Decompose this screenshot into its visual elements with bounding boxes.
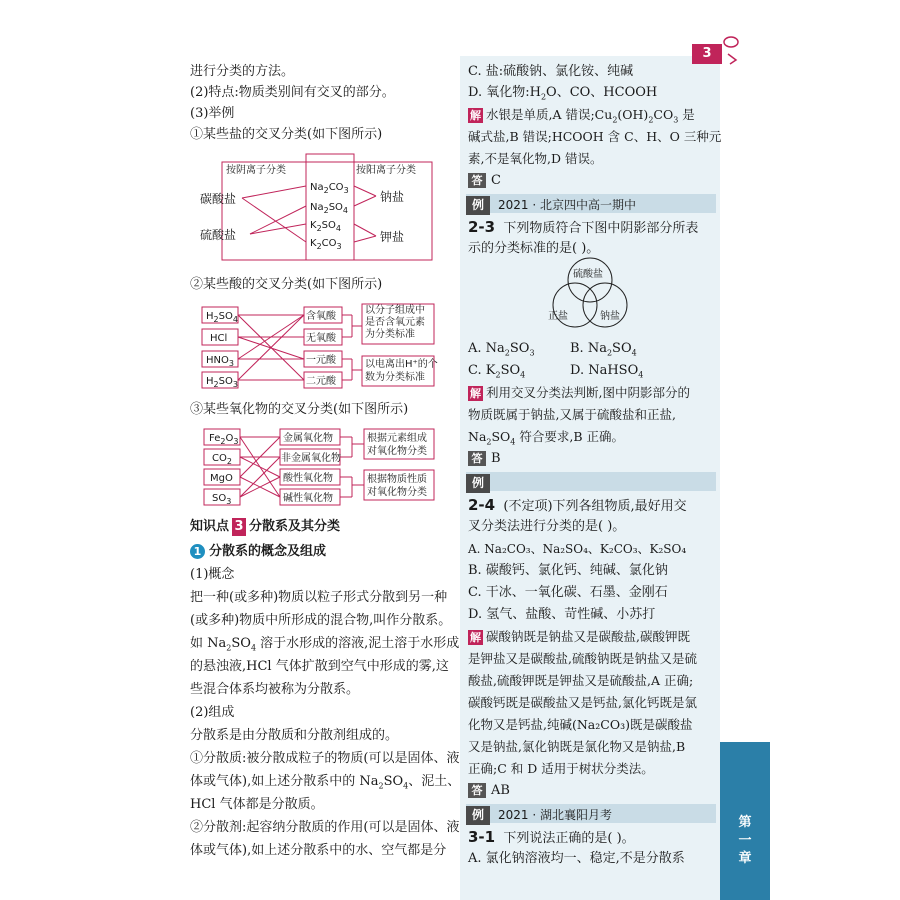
option: C. 干冰、一氧化碳、石墨、金刚石 — [468, 585, 668, 600]
potassium-salt-label: 钾盐 — [380, 230, 405, 244]
text-line: C. 盐:硫酸钠、氯化铵、纯碱 — [468, 64, 634, 79]
text-line: (2)特点:物质类别间有交叉的部分。 — [190, 85, 395, 100]
question-line: 示的分类标准的是( )。 — [468, 241, 600, 256]
acid-item: $H_2SO_4$ — [206, 311, 238, 324]
cation-label: 按阳离子分类 — [356, 165, 416, 176]
acid-class: 含氧酸 — [306, 311, 336, 322]
example-bar: 例 2021 · 湖北襄阳月考 — [466, 804, 716, 823]
explanation-line: 是钾盐又是碳酸盐,硫酸钠既是钠盐又是硫 — [468, 651, 697, 666]
oxide-item: MgO — [210, 473, 233, 484]
answer-line: 答 B — [468, 450, 501, 468]
sodium-salt-label: 钠盐 — [380, 190, 405, 204]
explanation-line: 物质既属于钠盐,又属于硫酸盐和正盐, — [468, 407, 676, 422]
oxide-class: 碱性氧化物 — [283, 493, 333, 504]
text-line: (2)组成 — [190, 705, 235, 720]
acid-item: $HNO_3$ — [206, 355, 234, 368]
question-line: 叉分类法进行分类的是( )。 — [468, 519, 626, 534]
knowledge-point-heading: 知识点 3 分散系及其分类 — [190, 519, 341, 534]
acid-class: 二元酸 — [306, 376, 336, 387]
text-line: 进行分类的方法。 — [190, 64, 295, 79]
option: A. 氯化钠溶液均一、稳定,不是分散系 — [468, 851, 685, 866]
oxide-item: $Fe_2O_3$ — [209, 433, 239, 446]
text-line: 的悬浊液,HCl 气体扩散到空气中形成的雾,这 — [190, 659, 449, 674]
question-line: 2-4 (不定项)下列各组物质,最好用交 — [468, 496, 687, 514]
oxide-class: 酸性氧化物 — [283, 473, 333, 484]
text-line: (3)举例 — [190, 106, 235, 121]
explanation-line: 解 碳酸钠既是钠盐又是碳酸盐,碳酸钾既 — [470, 629, 690, 644]
explanation-line: 酸盐,硫酸钾既是钾盐又是硫酸盐,A 正确; — [468, 673, 694, 688]
explanation-line: 正确;C 和 D 适用于树状分类法。 — [468, 761, 654, 776]
oxide-item: $SO_3$ — [212, 493, 232, 506]
option: D. NaHSO$_4$ — [570, 363, 644, 380]
anion-label: 按阴离子分类 — [226, 165, 286, 176]
text-line: 分散系是由分散质和分散剂组成的。 — [190, 728, 399, 743]
option: C. $K_2SO_4$ — [468, 363, 526, 380]
option: B. $Na_2SO_4$ — [570, 341, 637, 358]
salt-item: $Na_2SO_4$ — [310, 202, 349, 215]
text-line: 如 $Na_2SO_4$ 溶于水形成的溶液,泥土溶于水形成 — [190, 636, 460, 653]
explanation-line: 解 利用交叉分类法判断,图中阴影部分的 — [470, 385, 690, 400]
text-line: 些混合体系均被称为分散系。 — [190, 682, 360, 697]
page-corner-icon — [722, 34, 742, 68]
answer-line: 答 AB — [468, 782, 510, 800]
text-line: (1)概念 — [190, 567, 235, 582]
carbonate-label: 碳酸盐 — [200, 192, 237, 206]
oxide-note: 根据物质性质 对氧化物分类 — [367, 474, 427, 498]
text-line: ①分散质:被分散成粒子的物质(可以是固体、液 — [190, 751, 460, 766]
acid-item: $H_2SO_3$ — [206, 376, 238, 389]
text-line: ①某些盐的交叉分类(如下图所示) — [190, 127, 383, 142]
explanation-line: $Na_2SO_4$ 符合要求,B 正确。 — [468, 429, 624, 447]
oxide-class: 金属氧化物 — [283, 433, 333, 444]
sulfate-label: 硫酸盐 — [200, 228, 237, 242]
question-line: 2-3 下列物质符合下图中阴影部分所表 — [468, 218, 699, 236]
oxide-item: $CO_2$ — [212, 453, 232, 466]
option: A. Na₂CO₃、Na₂SO₄、K₂CO₃、K₂SO₄ — [468, 542, 687, 556]
acid-note: 以分子组成中 是否含氧元素 为分类标准 — [365, 305, 425, 340]
explanation-line: 素,不是氧化物,D 错误。 — [468, 151, 603, 166]
option: A. $Na_2SO_3$ — [468, 341, 535, 358]
oxide-class: 非金属氧化物 — [281, 453, 341, 464]
text-line: 体或气体),如上述分散系中的水、空气都是分 — [190, 843, 447, 858]
section-heading: 1 分散系的概念及组成 — [190, 543, 326, 561]
salt-item: $Na_2CO_3$ — [310, 182, 349, 195]
explanation-line: 碱式盐,B 错误;HCOOH 含 C、H、O 三种元 — [468, 129, 722, 144]
explanation-line: 化物又是钙盐,纯碱(Na₂CO₃)既是碳酸盐 — [468, 717, 693, 732]
explanation-line: 解 水银是单质,A 错误$;Cu_2(OH)_2CO_3$ 是 — [470, 107, 695, 125]
venn-label: 正盐 — [548, 311, 568, 322]
acid-item: HCl — [210, 333, 228, 344]
text-line: HCl 气体都是分散质。 — [190, 797, 324, 812]
explanation-line: 又是钠盐,氯化钠既是氯化物又是钠盐,B — [468, 739, 686, 754]
option: D. 氢气、盐酸、苛性碱、小苏打 — [468, 607, 656, 622]
acid-class: 无氧酸 — [306, 333, 336, 344]
salt-item: $K_2SO_4$ — [310, 220, 341, 233]
example-bar: 例 — [466, 472, 716, 491]
text-line: ②分散剂:起容纳分散质的作用(可以是固体、液 — [190, 820, 460, 835]
option: B. 碳酸钙、氯化钙、纯碱、氯化钠 — [468, 563, 668, 578]
text-line: ②某些酸的交叉分类(如下图所示) — [190, 277, 383, 292]
example-bar: 例 2021 · 北京四中高一期中 — [466, 194, 716, 213]
text-line: 把一种(或多种)物质以粒子形式分散到另一种 — [190, 590, 448, 605]
question-line: 3-1 下列说法正确的是( )。 — [468, 828, 635, 846]
text-line: ③某些氧化物的交叉分类(如下图所示) — [190, 402, 409, 417]
text-line: (或多种)物质中所形成的混合物,叫作分散系。 — [190, 613, 452, 628]
answer-line: 答 C — [468, 172, 501, 190]
explanation-line: 碳酸钙既是碳酸盐又是钙盐,氯化钙既是氯 — [468, 695, 697, 710]
text-line: D. 氧化物$:H_2O$、CO、HCOOH — [468, 85, 658, 102]
page-number: 3 — [692, 44, 722, 64]
oxide-note: 根据元素组成 对氧化物分类 — [367, 433, 427, 457]
salt-item: $K_2CO_3$ — [310, 238, 342, 251]
acid-class: 一元酸 — [306, 355, 336, 366]
venn-label: 硫酸盐 — [573, 269, 603, 280]
acid-note: 以电离出H⁺的个 数为分类标准 — [365, 359, 438, 383]
chapter-side-tab: 第 一 章 — [720, 742, 770, 900]
text-line: 体或气体),如上述分散系中的 $Na_2SO_4$、泥土、 — [190, 774, 461, 791]
venn-label: 钠盐 — [600, 311, 620, 322]
